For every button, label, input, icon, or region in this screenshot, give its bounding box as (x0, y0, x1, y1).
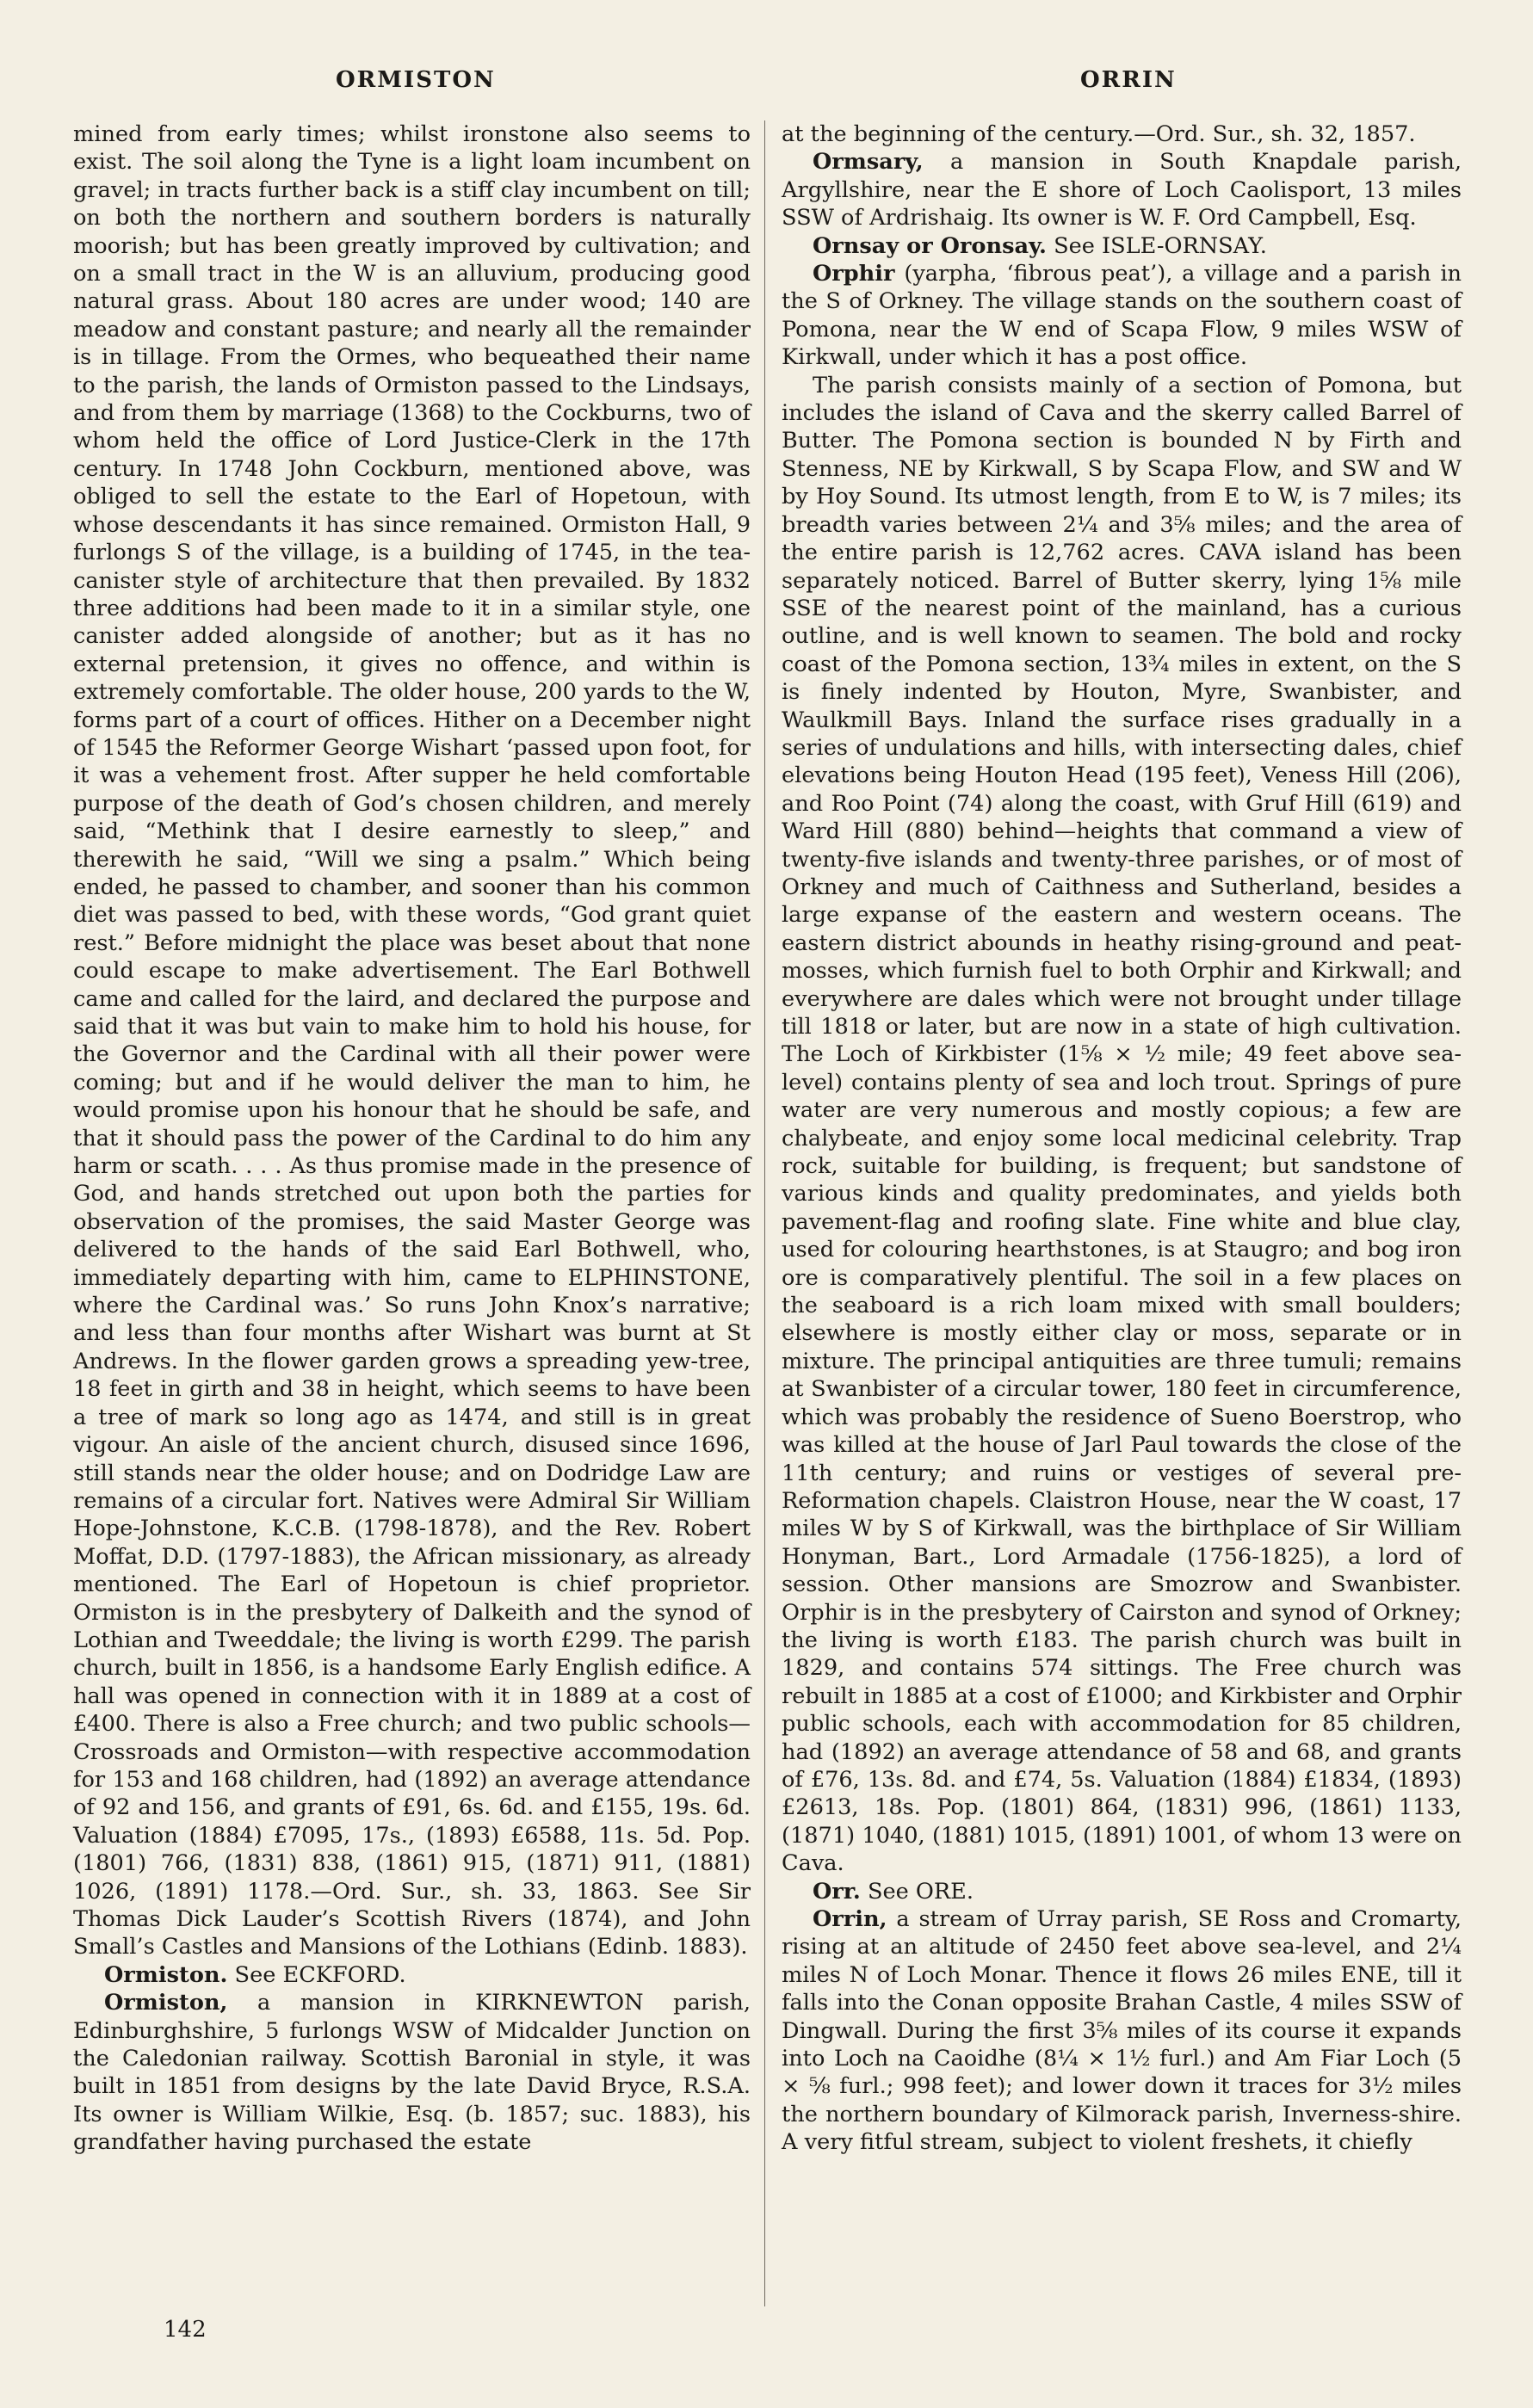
entry-text: The parish consists mainly of a section of Pomona, but includes the island of Cava and the skerry called Barrel of Butter. The Pomona section is bounded N by Firth and Stenness, NE by Kirkwall, S by Scapa Flow, and SW and W by Hoy Sound. Its utmost length, from E to W, is 7 miles; its breadth varies between 2¼ and 3⅝ miles; and the area of the entire parish is 12,762 acres. CAVA island has been separately noticed. Barrel of Butter skerry, lying 1⅝ mile SSE of the nearest point of the mainland, has a curious outline, and is well known to seamen. The bold and rocky coast of the Pomona section, 13¾ miles in extent, on the S is finely indented by Houton, Myre, Swanbister, and Waulkmill Bays. Inland the surface rises gradually in a series of undulations and hills, with intersecting dales, chief elevations being Houton Head (195 feet), Veness Hill (206), and Roo Point (74) along the coast, with Gruf Hill (619) and Ward Hill (880) behind—heights that command a view of twenty-five islands and twenty-three parishes, or of most of Orkney and much of Caithness and Sutherland, besides a large expanse of the eastern and western oceans. The eastern district abounds in heathy rising-ground and peat-mosses, which furnish fuel to both Orphir and Kirkwall; and everywhere are dales which were not brought under tillage till 1818 or later, but are now in a state of high cultivation. The Loch of Kirkbister (1⅝ × ½ mile; 49 feet above sea-level) contains plenty of sea and loch trout. Springs of pure water are very numerous and mostly copious; a few are chalybeate, and enjoy some local medicinal celebrity. Trap rock, suitable for building, is frequent; but sandstone of various kinds and quality predominates, and yields both pavement-flag and roofing slate. Fine white and blue clay, used for colouring hearthstones, is at Staugro; and bog iron ore is comparatively plentiful. The soil in a few places on the seaboard is a rich loam mixed with small boulders; elsewhere is mostly either clay or moss, separate or in mixture. The principal antiquities are three tumuli; remains at Swanbister of a circular tower, 180 feet in circumference, which was probably the residence of Sueno Boerstrop, who was killed at the house of Jarl Paul towards the close of the 11th century; and ruins or vestiges of several pre-Reformation chapels. Claistron House, near the W coast, 17 miles W by S of Kirkwall, was the birthplace of Sir William Honyman, Bart., Lord Armadale (1756-1825), a lord of session. Other mansions are Smozrow and Swanbister. Orphir is in the presbytery of Cairston and synod of Orkney; the living is worth £183. The parish church was built in 1829, and contains 574 sittings. The Free church was rebuilt in 1885 at a cost of £1000; and Kirkbister and Orphir public schools, each with accommodation for 85 children, had (1892) an average attendance of 58 and 68, and grants of £76, 13s. 8d. and £74, 5s. Valuation (1884) £1834, (1893) £2613, 18s. Pop. (1801) 864, (1831) 996, (1861) 1133, (1871) 1040, (1881) 1015, (1891) 1001, of whom 13 were on Cava. (782, 372, 1462, 1877)
entry-paragraph (782, 260, 1462, 372)
running-head-right: ORRIN (1080, 67, 1177, 93)
entry-text: (yarpha, ‘fibrous peat’), a village and a parish in the S of Orkney. The village stands on the southern coast of Pomona, near the W end of Scapa Flow, 9 miles WSW of Kirkwall, under which it has a post office. (782, 261, 1462, 371)
entry-text: See ISLE-ORNSAY. (1054, 232, 1267, 259)
entry-paragraph (782, 148, 1462, 232)
entry-text: a mansion in South Knapdale parish, Argyllshire, near the E shore of Loch Caolisport, 13 miles SSW of Ardrishaig. Its owner is W. F. Ord Campbell, Esq. (782, 149, 1462, 232)
entry-headword: Orrin, (813, 1906, 887, 1932)
entry-paragraph (73, 1989, 751, 2156)
entry-paragraph (73, 120, 751, 1961)
entry-paragraph (782, 232, 1462, 260)
entry-headword: Ornsay or Oronsay. (813, 232, 1047, 259)
entry-text: See ORE. (867, 1878, 974, 1905)
entry-headword: Ormiston, (104, 1990, 228, 2016)
entry-paragraph (782, 1905, 1462, 2157)
entry-text: See ECKFORD. (234, 1961, 406, 1988)
right-column (782, 120, 1462, 2157)
entry-paragraph (73, 1961, 751, 1989)
entry-text: at the beginning of the century.—Ord. Sur., sh. 32, 1857. (782, 121, 1416, 147)
entry-headword: Orphir (813, 261, 895, 287)
entry-paragraph (782, 120, 1462, 148)
running-head-left: ORMISTON (336, 67, 496, 93)
left-column (73, 120, 751, 2157)
entry-text: mined from early times; whilst ironstone also seems to exist. The soil along the Tyne is a light loam incumbent on gravel; in tracts further back is a stiff clay incumbent on till; on both the northern and southern borders is naturally moorish; but has been greatly improved by cultivation; and on a small tract in the W is an alluvium, producing good natural grass. About 180 acres are under wood; 140 are meadow and constant pasture; and nearly all the remainder is in tillage. From the Ormes, who bequeathed their name to the parish, the lands of Ormiston passed to the Lindsays, and from them by marriage (1368) to the Cockburns, two of whom held the office of Lord Justice-Clerk in the 17th century. In 1748 John Cockburn, mentioned above, was obliged to sell the estate to the Earl of Hopetoun, with whose descendants it has since remained. Ormiston Hall, 9 furlongs S of the village, is a building of 1745, in the tea-canister style of architecture that then prevailed. By 1832 three additions had been made to it in a similar style, one canister added alongside of another; but as it has no external pretension, it gives no offence, and within is extremely comfortable. The older house, 200 yards to the W, forms part of a court of offices. Hither on a December night of 1545 the Reformer George Wishart ‘passed upon foot, for it was a vehement frost. After supper he held comfortable purpose of the death of God’s chosen children, and merely said, “Methink that I desire earnestly to sleep,” and therewith he said, “Will we sing a psalm.” Which being ended, he passed to chamber, and sooner than his common diet was passed to bed, with these words, “God grant quiet rest.” Before midnight the place was beset about that none could escape to make advertisement. The Earl Bothwell came and called for the laird, and declared the purpose and said that it was but vain to make him to hold his house, for the Governor and the Cardinal with all their power were coming; but and if he would deliver the man to him, he would promise upon his honour that he should be safe, and that it should pass the power of the Cardinal to do him any harm or scath. . . . As thus promise made in the presence of God, and hands stretched out upon both the parties for observation of the promises, the said Master George was delivered to the hands of the said Earl Bothwell, who, immediately departing with him, came to ELPHINSTONE, where the Cardinal was.’ So runs John Knox’s narrative; and less than four months after Wishart was burnt at St Andrews. In the flower garden grows a spreading yew-tree, 18 feet in girth and 38 in height, which seems to have been a tree of mark so long ago as 1474, and still is in great vigour. An aisle of the ancient church, disused since 1696, still stands near the older house; and on Dodridge Law are remains of a circular fort. Natives were Admiral Sir William Hope-Johnstone, K.C.B. (1798-1878), and the Rev. Robert Moffat, D.D. (1797-1883), the African missionary, as already mentioned. The Earl of Hopetoun is chief proprietor. Ormiston is in the presbytery of Dalkeith and the synod of Lothian and Tweeddale; the living is worth £299. The parish church, built in 1856, is a handsome Early English edifice. A hall was opened in connection with it in 1889 at a cost of £400. There is also a Free church; and two public schools—Crossroads and Ormiston—with respective accommodation for 153 and 168 children, had (1892) an average attendance of 92 and 156, and grants of £91, 6s. 6d. and £155, 19s. 6d. Valuation (1884) £7095, 17s., (1893) £6588, 11s. 5d. Pop. (1801) 766, (1831) 838, (1861) 915, (1871) 911, (1881) 1026, (1891) 1178.—Ord. Sur., sh. 33, 1863. See Sir Thomas Dick Lauder’s Scottish Rivers (1874), and John Small’s Castles and Mansions of the Lothians (Edinb. 1883). (73, 121, 751, 1960)
entry-headword: Ormsary, (813, 149, 924, 176)
entry-text: a stream of Urray parish, SE Ross and Cromarty, rising at an altitude of 2450 feet above sea-level, and 2¼ miles N of Loch Monar. Thence it flows 26 miles ENE, till it falls into the Conan opposite Brahan Castle, 4 miles SSW of Dingwall. During the first 3⅝ miles of its course it expands into Loch na Caoidhe (8¼ × 1½ furl.) and Am Fiar Loch (5 × ⅝ furl.; 998 feet); and lower down it traces for 3½ miles the northern boundary of Kilmorack parish, Inverness-shire. A very fitful stream, subject to violent freshets, it chiefly (782, 1906, 1462, 2156)
entry-paragraph (782, 1878, 1462, 1905)
entry-headword: Ormiston. (104, 1961, 228, 1988)
entry-text: a mansion in KIRKNEWTON parish, Edinburghshire, 5 furlongs WSW of Midcalder Junction on the Caledonian railway. Scottish Baronial in style, it was built in 1851 from designs by the late David Bryce, R.S.A. Its owner is William Wilkie, Esq. (b. 1857; suc. 1883), his grandfather having purchased the estate (73, 1990, 751, 2156)
page-number: 142 (164, 2317, 207, 2343)
entry-paragraph (782, 372, 1462, 1878)
column-divider (764, 120, 765, 2306)
entry-headword: Orr. (813, 1878, 861, 1905)
